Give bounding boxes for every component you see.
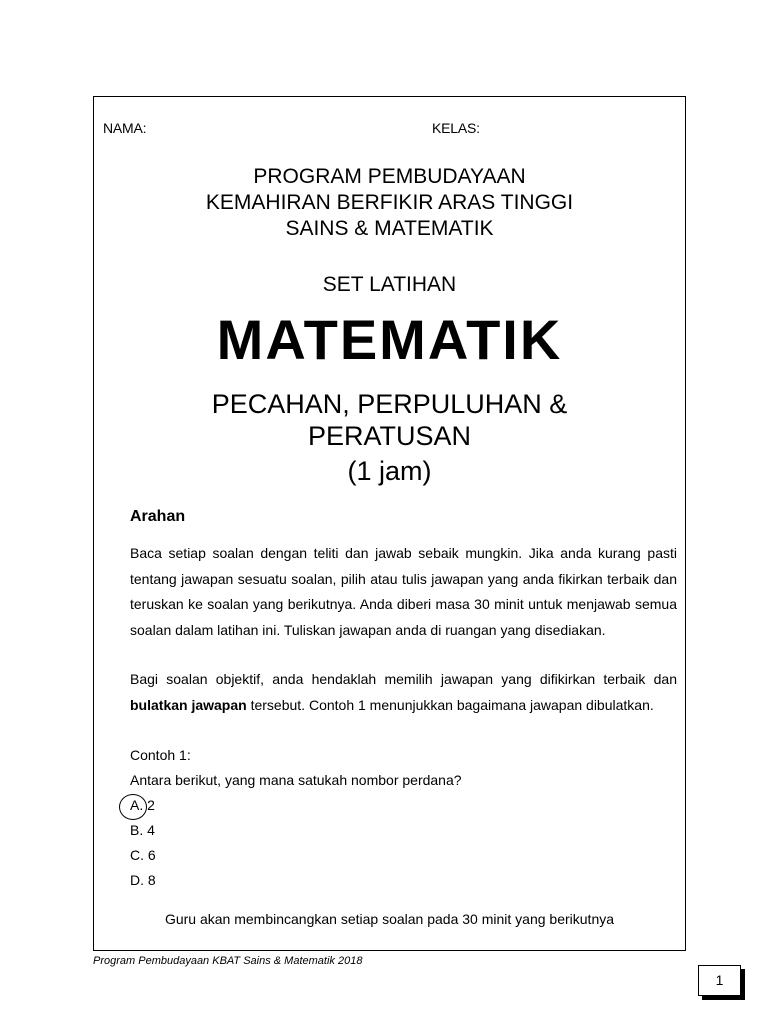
footer-text: Program Pembudayaan KBAT Sains & Matematik 2018 — [93, 955, 363, 967]
paragraph-2-bold: bulatkan jawapan — [130, 696, 247, 713]
page-number-box — [698, 965, 741, 996]
topic-title-line2: PERATUSAN — [307, 421, 472, 451]
instructions-paragraph-2 — [130, 667, 677, 718]
topic-title — [93, 388, 686, 452]
paragraph-2-start: Bagi soalan objektif, anda hendaklah memilih jawapan yang difikirkan terbaik dan — [130, 671, 677, 687]
page-number: 1 — [699, 966, 740, 995]
option-b: B. 4 — [130, 822, 155, 838]
paragraph-2-end: tersebut. Contoh 1 menunjukkan bagaimana jawapan dibulatkan. — [246, 696, 654, 713]
subject-title: MATEMATIK — [216, 308, 563, 371]
program-title-line1: PROGRAM PEMBUDAYAAN — [253, 165, 526, 188]
instructions-heading: Arahan — [130, 508, 186, 525]
option-c: C. 6 — [130, 847, 156, 863]
set-label: SET LATIHAN — [322, 273, 457, 296]
topic-title-line1: PECAHAN, PERPULUHAN & — [211, 389, 568, 419]
example-label: Contoh 1: — [130, 747, 191, 763]
closing-note: Guru akan membincangkan setiap soalan pada 30 minit yang berikutnya — [164, 911, 615, 927]
option-a: A. 2 — [130, 797, 155, 813]
program-title — [93, 164, 686, 242]
program-title-line2: KEMAHIRAN BERFIKIR ARAS TINGGI — [205, 191, 574, 214]
program-title-line3: SAINS & MATEMATIK — [285, 217, 494, 240]
option-d: D. 8 — [130, 872, 156, 888]
instructions-paragraph-1: Baca setiap soalan dengan teliti dan jawab sebaik mungkin. Jika anda kurang pasti tentang jawapan sesuatu soalan, pilih atau tulis jawapan yang anda fikirkan terbaik dan teruskan ke soalan yang berikutnya. Anda diberi masa 30 minit untuk menjawab semua soalan dalam latihan ini. Tuliskan jawapan anda di ruangan yang disediakan. — [130, 545, 677, 638]
nama-label: NAMA: — [103, 120, 147, 136]
kelas-label: KELAS: — [432, 120, 480, 136]
duration-label: (1 jam) — [347, 456, 432, 486]
example-question: Antara berikut, yang mana satukah nombor perdana? — [130, 772, 462, 788]
